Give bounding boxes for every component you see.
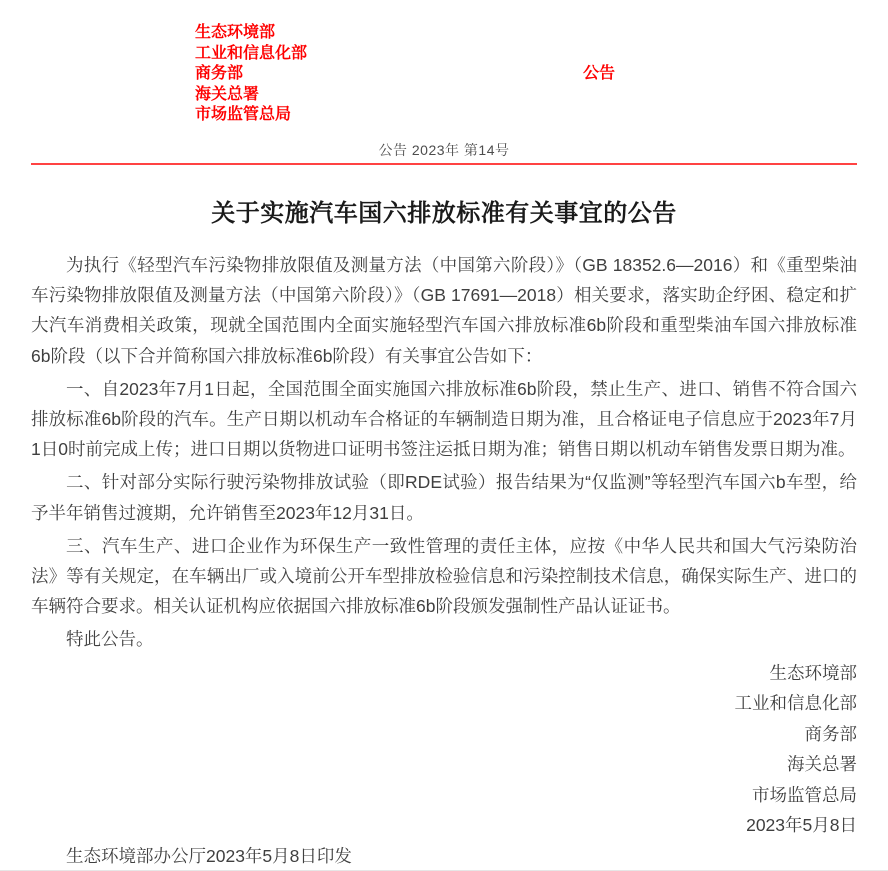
issuer-list — [195, 23, 307, 126]
signer-name: 生态环境部 — [769, 662, 857, 683]
page-title: 关于实施汽车国六排放标准有关事宜的公告 — [211, 200, 677, 227]
signature-block — [31, 658, 857, 841]
paragraph-item-two: 二、针对部分实际行驶污染物排放试验（即RDE试验）报告结果为“仅监测”等轻型汽车国六b车型，给予半年销售过渡期，允许销售至2023年12月31日。 — [31, 472, 857, 523]
red-divider-line — [31, 163, 857, 165]
signer-name: 工业和信息化部 — [734, 693, 857, 714]
paragraph-closing: 特此公告。 — [66, 629, 154, 650]
signer-name: 市场监管总局 — [752, 784, 857, 805]
signer-name: 商务部 — [804, 723, 857, 744]
signoff-date: 2023年5月8日 — [746, 815, 857, 836]
issuer-name: 生态环境部 — [195, 24, 276, 41]
print-note: 生态环境部办公厅2023年5月8日印发 — [66, 845, 352, 866]
paragraph-item-one: 一、自2023年7月1日起，全国范围全面实施国六排放标准6b阶段，禁止生产、进口、销售不符合国六排放标准6b阶段的汽车。生产日期以机动车合格证的车辆制造日期为准，且合格证电子信息应于2023年7月1日0时前完成上传；进口日期以货物进口证明书签注运抵日期为准；销售日期以机动车销售发票日期为准。 — [31, 378, 857, 460]
issuer-name: 市场监管总局 — [195, 106, 292, 123]
issuer-name: 商务部 — [195, 65, 244, 82]
document-body — [31, 250, 857, 869]
paragraph-item-three: 三、汽车生产、进口企业作为环保生产一致性管理的责任主体，应按《中华人民共和国大气污染防治法》等有关规定，在车辆出厂或入境前公开车型排放检验信息和污染控制技术信息，确保实际生产、进口的车辆符合要求。相关认证机构应依据国六排放标准6b阶段颁发强制性产品认证证书。 — [31, 535, 857, 617]
docket-number-line: 公告 2023年 第14号 — [378, 142, 510, 158]
paragraph-intro: 为执行《轻型汽车污染物排放限值及测量方法（中国第六阶段）》（GB 18352.6—2016）和《重型柴油车污染物排放限值及测量方法（中国第六阶段）》（GB 17691—2018）相关要求，落实助企纾困、稳定和扩大汽车消费相关政策，现就全国范围内全面实施轻型汽车国六排放标准6b阶段和重型柴油车国六排放标准6b阶段（以下合并简称国六排放标准6b阶段）有关事宜公告如下： — [31, 255, 857, 366]
doc-type-label: 公告 — [583, 65, 616, 82]
issuer-name: 工业和信息化部 — [195, 44, 308, 62]
issuer-name: 海关总署 — [195, 85, 260, 103]
signer-name: 海关总署 — [787, 754, 857, 775]
